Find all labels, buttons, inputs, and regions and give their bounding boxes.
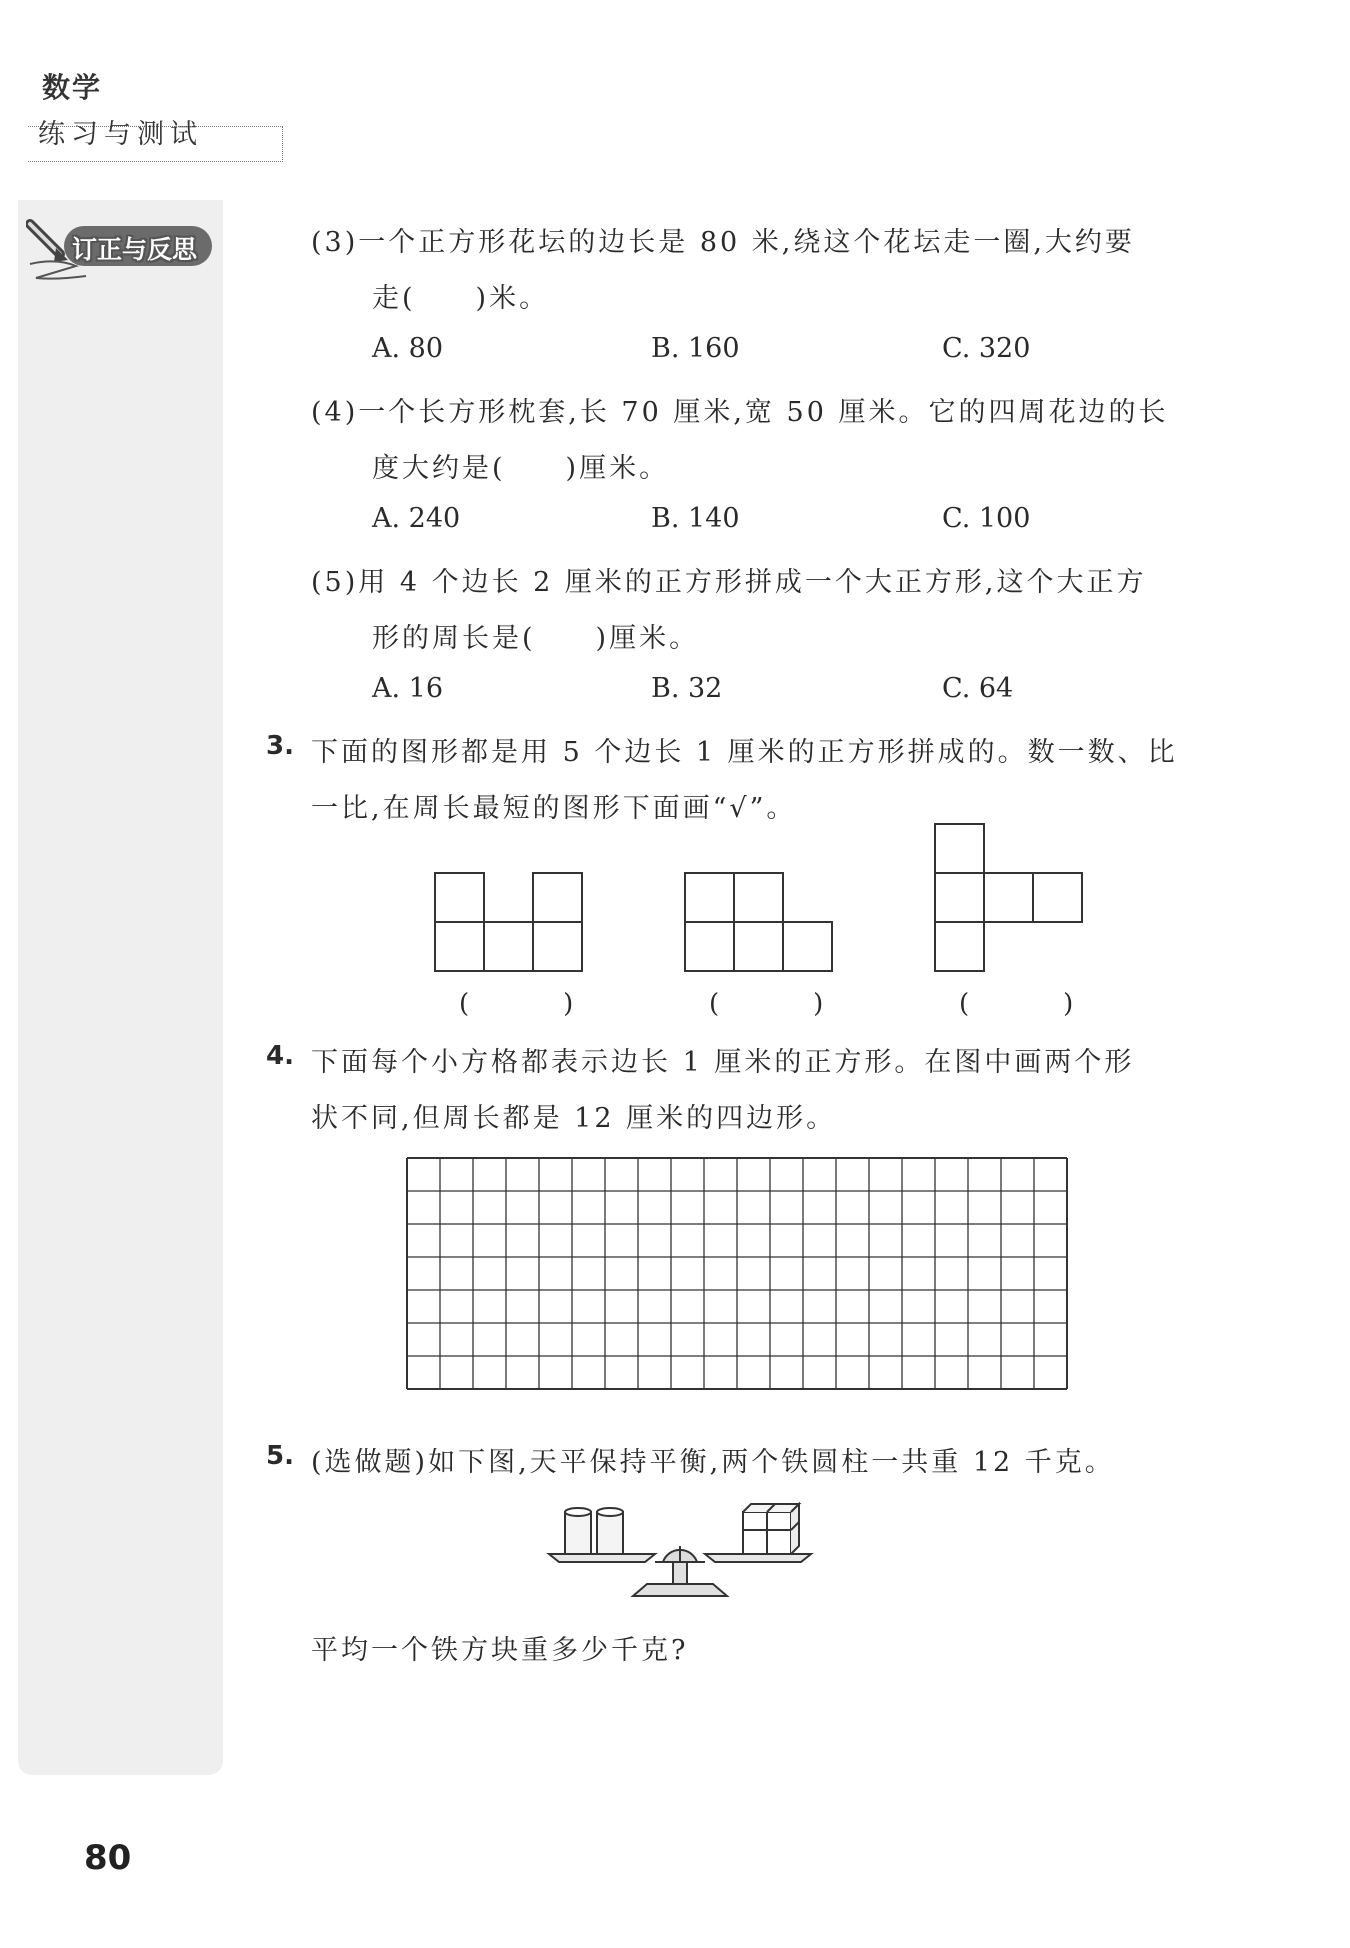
q2-4-text-line2: 度大约是( )厘米。: [372, 453, 670, 484]
q2-5-option-a: A. 16: [372, 673, 444, 704]
q2-5-option-b: B. 32: [651, 673, 723, 704]
q2-5-option-c: C. 64: [942, 673, 1014, 704]
q4-number: 4.: [266, 1041, 294, 1071]
q3-shape-3: [935, 824, 1082, 971]
q3-number: 3.: [266, 731, 294, 761]
q2-3-option-b: B. 160: [651, 333, 740, 364]
q2-4-option-c: C. 100: [942, 503, 1031, 534]
q2-3-option-c: C. 320: [942, 333, 1031, 364]
q2-4-option-a: A. 240: [372, 503, 461, 534]
q2-3-text-line2: 走( )米。: [372, 283, 550, 314]
q4-text-line1: 下面每个小方格都表示边长 1 厘米的正方形。在图中画两个形: [311, 1047, 1135, 1078]
q2-4-text-line1: (4)一个长方形枕套,长 70 厘米,宽 50 厘米。它的四周花边的长: [311, 397, 1169, 428]
q2-3-option-a: A. 80: [372, 333, 444, 364]
q4-text-line2: 状不同,但周长都是 12 厘米的四边形。: [311, 1103, 837, 1134]
q3-shape-2: [685, 873, 832, 971]
q5-text-line1: (选做题)如下图,天平保持平衡,两个铁圆柱一共重 12 千克。: [311, 1447, 1115, 1478]
q3-shapes-figure: [430, 820, 1090, 980]
book-title: 练习与测试: [38, 119, 203, 150]
q2-3-text-line1: (3)一个正方形花坛的边长是 80 米,绕这个花坛走一圈,大约要: [311, 227, 1135, 258]
q3-answer-blank-3[interactable]: ( ): [959, 989, 1108, 1019]
q3-text-line2: 一比,在周长最短的图形下面画“√”。: [311, 793, 797, 824]
q3-text-line1: 下面的图形都是用 5 个边长 1 厘米的正方形拼成的。数一数、比: [311, 737, 1178, 768]
q4-drawing-grid[interactable]: [405, 1156, 1069, 1392]
q5-question: 平均一个铁方块重多少千克?: [311, 1635, 689, 1666]
correction-sidebar: [18, 200, 223, 1775]
q2-5-text-line2: 形的周长是( )厘米。: [372, 623, 700, 654]
badge-label: 订正与反思: [72, 235, 198, 264]
q3-answer-blank-1[interactable]: ( ): [459, 989, 608, 1019]
balance-scale-icon: [545, 1500, 815, 1610]
book-subject: 数学: [42, 71, 103, 104]
q3-shape-1: [435, 873, 582, 971]
q2-5-text-line1: (5)用 4 个边长 2 厘米的正方形拼成一个大正方形,这个大正方: [311, 567, 1147, 598]
q5-number: 5.: [266, 1441, 294, 1471]
page-number: 80: [84, 1838, 132, 1878]
q3-answer-blank-2[interactable]: ( ): [709, 989, 858, 1019]
q2-4-option-b: B. 140: [651, 503, 740, 534]
